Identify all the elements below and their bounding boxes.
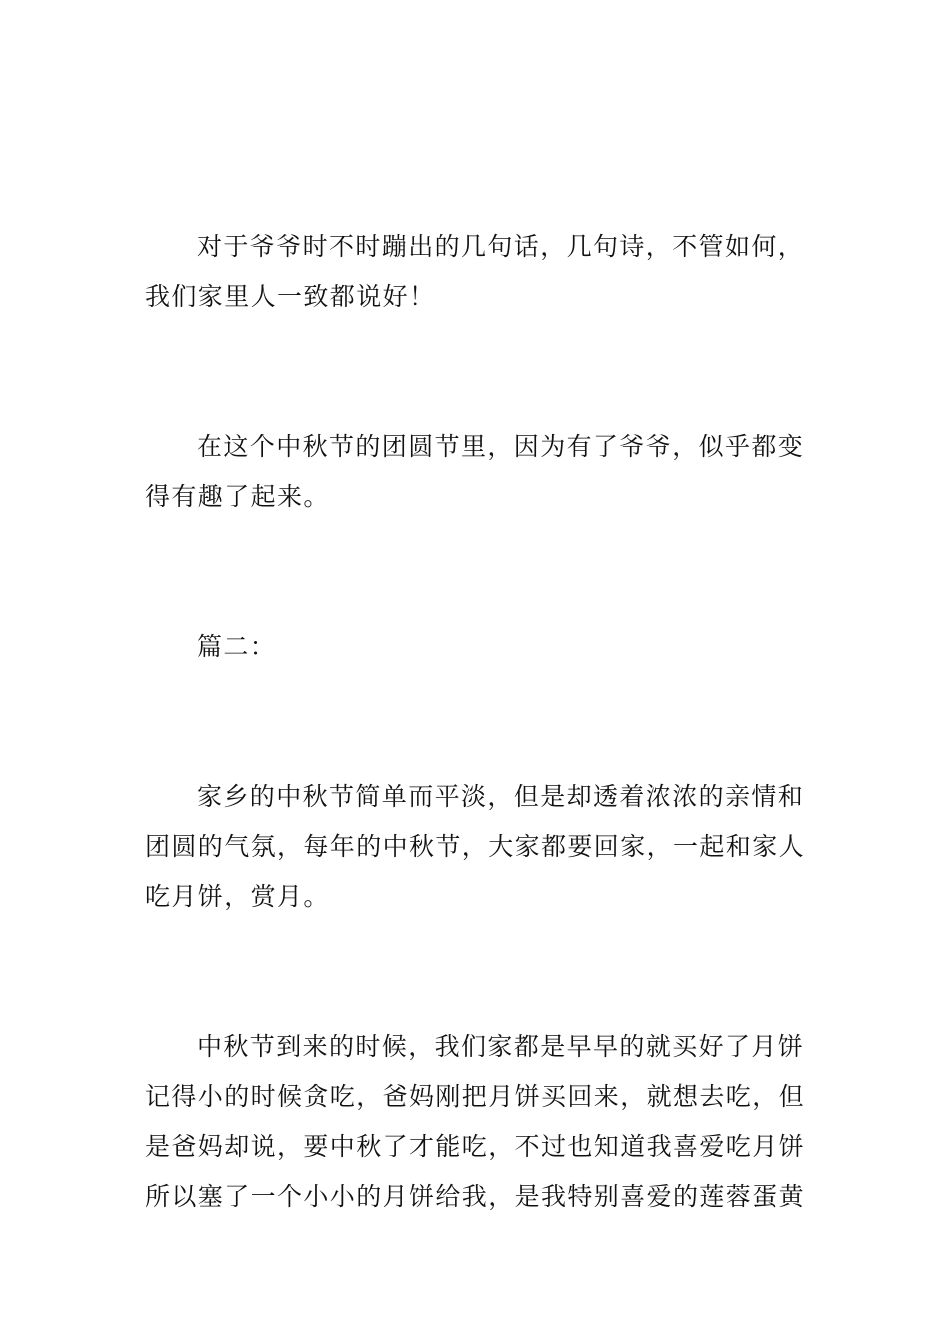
paragraph-hometown-festival: 家乡的中秋节简单而平淡，但是却透着浓浓的亲情和团圆的气氛，每年的中秋节，大家都要回家，一起和家人吃月饼，赏月。 xyxy=(145,782,806,911)
section-heading-part-two: 篇二： xyxy=(197,632,277,661)
paragraph-mid-autumn-fun: 在这个中秋节的团圆节里，因为有了爷爷，似乎都变得有趣了起来。 xyxy=(145,432,805,511)
paragraph-grandpa-poems: 对于爷爷时不时蹦出的几句话，几句诗，不管如何，我们家里人一致都说好！ xyxy=(145,232,805,311)
paragraph-mooncake-memory: 中秋节到来的时候，我们家都是早早的就买好了月饼记得小的时候贪吃，爸妈刚把月饼买回来，就想去吃，但是爸妈却说，要中秋了才能吃，不过也知道我喜爱吃月饼所以塞了一个小小的月饼给我，是我特别喜爱的莲蓉蛋黄 xyxy=(145,1032,806,1211)
